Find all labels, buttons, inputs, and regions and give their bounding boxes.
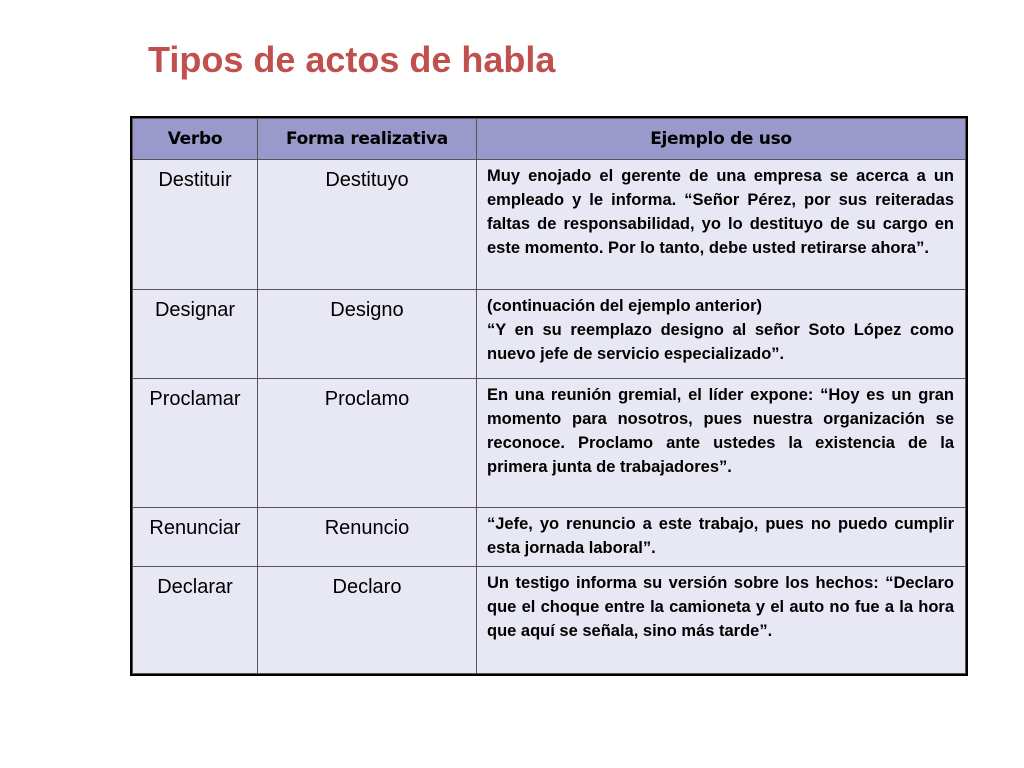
form-cell: Destituyo	[258, 160, 477, 290]
header-verb: Verbo	[133, 119, 258, 160]
slide-title: Tipos de actos de habla	[148, 39, 556, 80]
form-cell: Proclamo	[258, 379, 477, 508]
example-cell: Muy enojado el gerente de una empresa se acerca a un empleado y le informa. “Señor Pérez, por sus reiteradas faltas de responsabilidad, yo lo destituyo de su cargo en este momento. Por lo tanto, debe usted retirarse ahora”.	[477, 160, 966, 290]
table-row	[133, 379, 966, 508]
table-row	[133, 567, 966, 674]
example-text: “Y en su reemplazo designo al señor Soto López como nuevo jefe de servicio especializado”.	[487, 321, 954, 363]
speech-acts-table-frame	[130, 116, 968, 676]
verb-cell: Proclamar	[133, 379, 258, 508]
table-row	[133, 508, 966, 567]
example-cell: “Jefe, yo renuncio a este trabajo, pues no puedo cumplir esta jornada laboral”.	[477, 508, 966, 567]
example-cell: En una reunión gremial, el líder expone: “Hoy es un gran momento para nosotros, pues nuestra organización se reconoce. Proclamo ante ustedes la existencia de la primera junta de trabajadores”.	[477, 379, 966, 508]
form-cell: Declaro	[258, 567, 477, 674]
table-row	[133, 290, 966, 379]
form-cell: Designo	[258, 290, 477, 379]
example-note: (continuación del ejemplo anterior)	[487, 297, 763, 315]
speech-acts-table	[132, 118, 966, 674]
verb-cell: Declarar	[133, 567, 258, 674]
header-performative-form: Forma realizativa	[258, 119, 477, 160]
verb-cell: Renunciar	[133, 508, 258, 567]
verb-cell: Destituir	[133, 160, 258, 290]
example-cell: Un testigo informa su versión sobre los hechos: “Declaro que el choque entre la camioneta y el auto no fue a la hora que aquí se señala, sino más tarde”.	[477, 567, 966, 674]
verb-cell: Designar	[133, 290, 258, 379]
header-usage-example: Ejemplo de uso	[477, 119, 966, 160]
example-cell	[477, 290, 966, 379]
form-cell: Renuncio	[258, 508, 477, 567]
table-header-row	[133, 119, 966, 160]
table-row	[133, 160, 966, 290]
